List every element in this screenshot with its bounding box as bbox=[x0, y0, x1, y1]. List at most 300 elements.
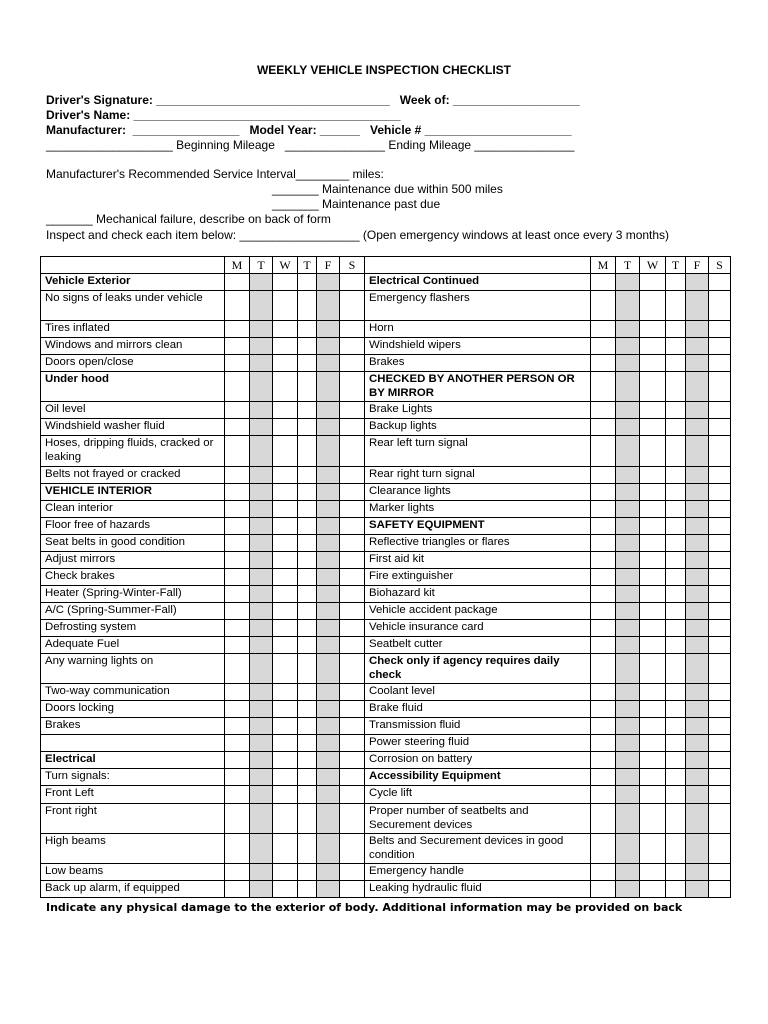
day-check-cell[interactable] bbox=[250, 619, 273, 636]
day-check-cell[interactable] bbox=[273, 602, 298, 619]
day-check-cell[interactable] bbox=[591, 602, 616, 619]
day-check-cell[interactable] bbox=[317, 786, 340, 803]
day-check-cell[interactable] bbox=[640, 419, 666, 436]
day-check-cell[interactable] bbox=[709, 372, 731, 402]
day-check-cell[interactable] bbox=[709, 466, 731, 483]
day-check-cell[interactable] bbox=[686, 585, 709, 602]
day-check-cell[interactable] bbox=[298, 654, 317, 684]
day-check-cell[interactable] bbox=[250, 684, 273, 701]
day-check-cell[interactable] bbox=[250, 338, 273, 355]
day-check-cell[interactable] bbox=[591, 833, 616, 863]
day-check-cell[interactable] bbox=[591, 372, 616, 402]
day-check-cell[interactable] bbox=[225, 291, 250, 321]
day-check-cell[interactable] bbox=[340, 654, 365, 684]
day-check-cell[interactable] bbox=[709, 863, 731, 880]
day-check-cell[interactable] bbox=[666, 355, 686, 372]
day-check-cell[interactable] bbox=[591, 735, 616, 752]
day-check-cell[interactable] bbox=[225, 321, 250, 338]
day-check-cell[interactable] bbox=[591, 637, 616, 654]
day-check-cell[interactable] bbox=[273, 466, 298, 483]
day-check-cell[interactable] bbox=[298, 534, 317, 551]
day-check-cell[interactable] bbox=[225, 534, 250, 551]
day-check-cell[interactable] bbox=[640, 568, 666, 585]
day-check-cell[interactable] bbox=[666, 803, 686, 833]
day-check-cell[interactable] bbox=[317, 517, 340, 534]
day-check-cell[interactable] bbox=[250, 321, 273, 338]
day-check-cell[interactable] bbox=[317, 419, 340, 436]
day-check-cell[interactable] bbox=[666, 291, 686, 321]
day-check-cell[interactable] bbox=[340, 602, 365, 619]
day-check-cell[interactable] bbox=[666, 718, 686, 735]
day-check-cell[interactable] bbox=[340, 880, 365, 897]
day-check-cell[interactable] bbox=[298, 500, 317, 517]
day-check-cell[interactable] bbox=[686, 466, 709, 483]
day-check-cell[interactable] bbox=[666, 419, 686, 436]
day-check-cell[interactable] bbox=[317, 274, 340, 291]
day-check-cell[interactable] bbox=[250, 402, 273, 419]
day-check-cell[interactable] bbox=[686, 803, 709, 833]
day-check-cell[interactable] bbox=[298, 436, 317, 466]
day-check-cell[interactable] bbox=[709, 602, 731, 619]
day-check-cell[interactable] bbox=[298, 718, 317, 735]
day-check-cell[interactable] bbox=[666, 833, 686, 863]
day-check-cell[interactable] bbox=[666, 619, 686, 636]
day-check-cell[interactable] bbox=[666, 735, 686, 752]
day-check-cell[interactable] bbox=[273, 517, 298, 534]
day-check-cell[interactable] bbox=[666, 637, 686, 654]
day-check-cell[interactable] bbox=[616, 637, 640, 654]
day-check-cell[interactable] bbox=[340, 786, 365, 803]
day-check-cell[interactable] bbox=[273, 534, 298, 551]
day-check-cell[interactable] bbox=[686, 718, 709, 735]
day-check-cell[interactable] bbox=[666, 372, 686, 402]
day-check-cell[interactable] bbox=[591, 338, 616, 355]
day-check-cell[interactable] bbox=[709, 585, 731, 602]
day-check-cell[interactable] bbox=[225, 752, 250, 769]
day-check-cell[interactable] bbox=[298, 321, 317, 338]
day-check-cell[interactable] bbox=[317, 483, 340, 500]
day-check-cell[interactable] bbox=[616, 517, 640, 534]
day-check-cell[interactable] bbox=[616, 321, 640, 338]
day-check-cell[interactable] bbox=[225, 786, 250, 803]
day-check-cell[interactable] bbox=[591, 402, 616, 419]
day-check-cell[interactable] bbox=[686, 436, 709, 466]
day-check-cell[interactable] bbox=[666, 880, 686, 897]
day-check-cell[interactable] bbox=[666, 602, 686, 619]
day-check-cell[interactable] bbox=[709, 735, 731, 752]
day-check-cell[interactable] bbox=[591, 321, 616, 338]
day-check-cell[interactable] bbox=[709, 684, 731, 701]
day-check-cell[interactable] bbox=[640, 402, 666, 419]
day-check-cell[interactable] bbox=[591, 701, 616, 718]
day-check-cell[interactable] bbox=[666, 752, 686, 769]
day-check-cell[interactable] bbox=[616, 619, 640, 636]
day-check-cell[interactable] bbox=[640, 654, 666, 684]
day-check-cell[interactable] bbox=[225, 654, 250, 684]
day-check-cell[interactable] bbox=[640, 786, 666, 803]
day-check-cell[interactable] bbox=[340, 321, 365, 338]
day-check-cell[interactable] bbox=[225, 466, 250, 483]
day-check-cell[interactable] bbox=[340, 466, 365, 483]
day-check-cell[interactable] bbox=[616, 735, 640, 752]
day-check-cell[interactable] bbox=[709, 833, 731, 863]
day-check-cell[interactable] bbox=[250, 769, 273, 786]
day-check-cell[interactable] bbox=[273, 419, 298, 436]
day-check-cell[interactable] bbox=[340, 701, 365, 718]
day-check-cell[interactable] bbox=[591, 274, 616, 291]
day-check-cell[interactable] bbox=[340, 419, 365, 436]
day-check-cell[interactable] bbox=[709, 436, 731, 466]
day-check-cell[interactable] bbox=[640, 338, 666, 355]
day-check-cell[interactable] bbox=[273, 752, 298, 769]
day-check-cell[interactable] bbox=[616, 372, 640, 402]
day-check-cell[interactable] bbox=[250, 436, 273, 466]
day-check-cell[interactable] bbox=[640, 701, 666, 718]
day-check-cell[interactable] bbox=[225, 568, 250, 585]
day-check-cell[interactable] bbox=[317, 769, 340, 786]
day-check-cell[interactable] bbox=[640, 863, 666, 880]
day-check-cell[interactable] bbox=[640, 619, 666, 636]
day-check-cell[interactable] bbox=[616, 803, 640, 833]
day-check-cell[interactable] bbox=[225, 355, 250, 372]
day-check-cell[interactable] bbox=[709, 534, 731, 551]
day-check-cell[interactable] bbox=[225, 517, 250, 534]
day-check-cell[interactable] bbox=[709, 291, 731, 321]
day-check-cell[interactable] bbox=[709, 752, 731, 769]
day-check-cell[interactable] bbox=[250, 786, 273, 803]
day-check-cell[interactable] bbox=[666, 568, 686, 585]
day-check-cell[interactable] bbox=[666, 769, 686, 786]
day-check-cell[interactable] bbox=[686, 483, 709, 500]
day-check-cell[interactable] bbox=[591, 517, 616, 534]
day-check-cell[interactable] bbox=[225, 863, 250, 880]
day-check-cell[interactable] bbox=[273, 568, 298, 585]
day-check-cell[interactable] bbox=[317, 402, 340, 419]
day-check-cell[interactable] bbox=[340, 718, 365, 735]
day-check-cell[interactable] bbox=[317, 568, 340, 585]
day-check-cell[interactable] bbox=[686, 752, 709, 769]
day-check-cell[interactable] bbox=[250, 534, 273, 551]
day-check-cell[interactable] bbox=[709, 568, 731, 585]
day-check-cell[interactable] bbox=[273, 769, 298, 786]
day-check-cell[interactable] bbox=[225, 735, 250, 752]
day-check-cell[interactable] bbox=[686, 880, 709, 897]
day-check-cell[interactable] bbox=[640, 321, 666, 338]
day-check-cell[interactable] bbox=[591, 500, 616, 517]
day-check-cell[interactable] bbox=[686, 551, 709, 568]
day-check-cell[interactable] bbox=[616, 355, 640, 372]
day-check-cell[interactable] bbox=[709, 701, 731, 718]
day-check-cell[interactable] bbox=[666, 786, 686, 803]
day-check-cell[interactable] bbox=[616, 833, 640, 863]
day-check-cell[interactable] bbox=[709, 619, 731, 636]
day-check-cell[interactable] bbox=[616, 551, 640, 568]
day-check-cell[interactable] bbox=[640, 880, 666, 897]
day-check-cell[interactable] bbox=[273, 551, 298, 568]
day-check-cell[interactable] bbox=[666, 585, 686, 602]
day-check-cell[interactable] bbox=[250, 637, 273, 654]
day-check-cell[interactable] bbox=[709, 637, 731, 654]
day-check-cell[interactable] bbox=[317, 321, 340, 338]
day-check-cell[interactable] bbox=[250, 500, 273, 517]
day-check-cell[interactable] bbox=[273, 803, 298, 833]
day-check-cell[interactable] bbox=[591, 551, 616, 568]
day-check-cell[interactable] bbox=[317, 752, 340, 769]
day-check-cell[interactable] bbox=[273, 355, 298, 372]
day-check-cell[interactable] bbox=[298, 803, 317, 833]
day-check-cell[interactable] bbox=[686, 833, 709, 863]
day-check-cell[interactable] bbox=[250, 517, 273, 534]
day-check-cell[interactable] bbox=[317, 863, 340, 880]
day-check-cell[interactable] bbox=[250, 372, 273, 402]
day-check-cell[interactable] bbox=[250, 803, 273, 833]
day-check-cell[interactable] bbox=[616, 338, 640, 355]
day-check-cell[interactable] bbox=[686, 274, 709, 291]
day-check-cell[interactable] bbox=[317, 466, 340, 483]
day-check-cell[interactable] bbox=[250, 880, 273, 897]
day-check-cell[interactable] bbox=[616, 568, 640, 585]
day-check-cell[interactable] bbox=[298, 551, 317, 568]
day-check-cell[interactable] bbox=[298, 684, 317, 701]
day-check-cell[interactable] bbox=[250, 355, 273, 372]
day-check-cell[interactable] bbox=[298, 863, 317, 880]
day-check-cell[interactable] bbox=[709, 551, 731, 568]
day-check-cell[interactable] bbox=[298, 602, 317, 619]
day-check-cell[interactable] bbox=[686, 534, 709, 551]
day-check-cell[interactable] bbox=[616, 602, 640, 619]
day-check-cell[interactable] bbox=[298, 769, 317, 786]
day-check-cell[interactable] bbox=[225, 684, 250, 701]
day-check-cell[interactable] bbox=[640, 803, 666, 833]
day-check-cell[interactable] bbox=[591, 585, 616, 602]
day-check-cell[interactable] bbox=[709, 274, 731, 291]
day-check-cell[interactable] bbox=[666, 863, 686, 880]
day-check-cell[interactable] bbox=[298, 274, 317, 291]
day-check-cell[interactable] bbox=[616, 483, 640, 500]
day-check-cell[interactable] bbox=[340, 833, 365, 863]
day-check-cell[interactable] bbox=[616, 419, 640, 436]
day-check-cell[interactable] bbox=[273, 786, 298, 803]
day-check-cell[interactable] bbox=[686, 402, 709, 419]
day-check-cell[interactable] bbox=[340, 752, 365, 769]
day-check-cell[interactable] bbox=[250, 585, 273, 602]
day-check-cell[interactable] bbox=[298, 517, 317, 534]
day-check-cell[interactable] bbox=[709, 402, 731, 419]
day-check-cell[interactable] bbox=[225, 585, 250, 602]
day-check-cell[interactable] bbox=[591, 769, 616, 786]
day-check-cell[interactable] bbox=[298, 637, 317, 654]
day-check-cell[interactable] bbox=[298, 880, 317, 897]
day-check-cell[interactable] bbox=[340, 735, 365, 752]
day-check-cell[interactable] bbox=[298, 466, 317, 483]
day-check-cell[interactable] bbox=[686, 863, 709, 880]
day-check-cell[interactable] bbox=[250, 551, 273, 568]
day-check-cell[interactable] bbox=[298, 585, 317, 602]
day-check-cell[interactable] bbox=[666, 534, 686, 551]
day-check-cell[interactable] bbox=[640, 735, 666, 752]
day-check-cell[interactable] bbox=[591, 619, 616, 636]
day-check-cell[interactable] bbox=[340, 355, 365, 372]
day-check-cell[interactable] bbox=[340, 517, 365, 534]
day-check-cell[interactable] bbox=[225, 483, 250, 500]
day-check-cell[interactable] bbox=[317, 718, 340, 735]
day-check-cell[interactable] bbox=[225, 701, 250, 718]
day-check-cell[interactable] bbox=[317, 701, 340, 718]
day-check-cell[interactable] bbox=[709, 321, 731, 338]
day-check-cell[interactable] bbox=[686, 654, 709, 684]
day-check-cell[interactable] bbox=[298, 402, 317, 419]
day-check-cell[interactable] bbox=[666, 500, 686, 517]
day-check-cell[interactable] bbox=[709, 338, 731, 355]
day-check-cell[interactable] bbox=[686, 735, 709, 752]
day-check-cell[interactable] bbox=[225, 436, 250, 466]
day-check-cell[interactable] bbox=[273, 436, 298, 466]
day-check-cell[interactable] bbox=[686, 338, 709, 355]
day-check-cell[interactable] bbox=[666, 338, 686, 355]
day-check-cell[interactable] bbox=[640, 585, 666, 602]
day-check-cell[interactable] bbox=[250, 419, 273, 436]
day-check-cell[interactable] bbox=[616, 402, 640, 419]
day-check-cell[interactable] bbox=[340, 803, 365, 833]
day-check-cell[interactable] bbox=[317, 291, 340, 321]
day-check-cell[interactable] bbox=[317, 602, 340, 619]
day-check-cell[interactable] bbox=[640, 372, 666, 402]
day-check-cell[interactable] bbox=[225, 769, 250, 786]
day-check-cell[interactable] bbox=[616, 701, 640, 718]
day-check-cell[interactable] bbox=[686, 419, 709, 436]
day-check-cell[interactable] bbox=[709, 880, 731, 897]
day-check-cell[interactable] bbox=[709, 355, 731, 372]
day-check-cell[interactable] bbox=[686, 769, 709, 786]
day-check-cell[interactable] bbox=[340, 274, 365, 291]
day-check-cell[interactable] bbox=[340, 338, 365, 355]
day-check-cell[interactable] bbox=[250, 752, 273, 769]
day-check-cell[interactable] bbox=[273, 880, 298, 897]
day-check-cell[interactable] bbox=[225, 419, 250, 436]
day-check-cell[interactable] bbox=[340, 637, 365, 654]
day-check-cell[interactable] bbox=[317, 880, 340, 897]
day-check-cell[interactable] bbox=[640, 274, 666, 291]
day-check-cell[interactable] bbox=[273, 500, 298, 517]
day-check-cell[interactable] bbox=[317, 355, 340, 372]
day-check-cell[interactable] bbox=[273, 637, 298, 654]
day-check-cell[interactable] bbox=[273, 654, 298, 684]
day-check-cell[interactable] bbox=[250, 654, 273, 684]
day-check-cell[interactable] bbox=[591, 355, 616, 372]
day-check-cell[interactable] bbox=[225, 551, 250, 568]
day-check-cell[interactable] bbox=[250, 833, 273, 863]
day-check-cell[interactable] bbox=[273, 701, 298, 718]
day-check-cell[interactable] bbox=[340, 568, 365, 585]
day-check-cell[interactable] bbox=[273, 483, 298, 500]
day-check-cell[interactable] bbox=[591, 863, 616, 880]
day-check-cell[interactable] bbox=[686, 602, 709, 619]
day-check-cell[interactable] bbox=[273, 585, 298, 602]
day-check-cell[interactable] bbox=[298, 355, 317, 372]
day-check-cell[interactable] bbox=[317, 436, 340, 466]
day-check-cell[interactable] bbox=[317, 500, 340, 517]
day-check-cell[interactable] bbox=[298, 372, 317, 402]
day-check-cell[interactable] bbox=[616, 786, 640, 803]
day-check-cell[interactable] bbox=[317, 735, 340, 752]
day-check-cell[interactable] bbox=[298, 419, 317, 436]
day-check-cell[interactable] bbox=[616, 718, 640, 735]
day-check-cell[interactable] bbox=[686, 786, 709, 803]
day-check-cell[interactable] bbox=[273, 684, 298, 701]
day-check-cell[interactable] bbox=[666, 321, 686, 338]
day-check-cell[interactable] bbox=[686, 355, 709, 372]
day-check-cell[interactable] bbox=[273, 833, 298, 863]
day-check-cell[interactable] bbox=[616, 274, 640, 291]
day-check-cell[interactable] bbox=[340, 551, 365, 568]
day-check-cell[interactable] bbox=[686, 291, 709, 321]
day-check-cell[interactable] bbox=[317, 619, 340, 636]
day-check-cell[interactable] bbox=[273, 718, 298, 735]
day-check-cell[interactable] bbox=[250, 568, 273, 585]
day-check-cell[interactable] bbox=[591, 419, 616, 436]
day-check-cell[interactable] bbox=[225, 880, 250, 897]
day-check-cell[interactable] bbox=[340, 500, 365, 517]
day-check-cell[interactable] bbox=[225, 602, 250, 619]
day-check-cell[interactable] bbox=[250, 718, 273, 735]
day-check-cell[interactable] bbox=[225, 500, 250, 517]
day-check-cell[interactable] bbox=[666, 466, 686, 483]
day-check-cell[interactable] bbox=[273, 619, 298, 636]
day-check-cell[interactable] bbox=[591, 436, 616, 466]
day-check-cell[interactable] bbox=[640, 483, 666, 500]
day-check-cell[interactable] bbox=[250, 274, 273, 291]
day-check-cell[interactable] bbox=[250, 602, 273, 619]
day-check-cell[interactable] bbox=[591, 718, 616, 735]
day-check-cell[interactable] bbox=[250, 701, 273, 718]
day-check-cell[interactable] bbox=[591, 534, 616, 551]
day-check-cell[interactable] bbox=[640, 551, 666, 568]
day-check-cell[interactable] bbox=[298, 338, 317, 355]
day-check-cell[interactable] bbox=[616, 654, 640, 684]
day-check-cell[interactable] bbox=[686, 701, 709, 718]
day-check-cell[interactable] bbox=[250, 735, 273, 752]
day-check-cell[interactable] bbox=[616, 466, 640, 483]
day-check-cell[interactable] bbox=[225, 274, 250, 291]
day-check-cell[interactable] bbox=[640, 534, 666, 551]
day-check-cell[interactable] bbox=[225, 718, 250, 735]
day-check-cell[interactable] bbox=[666, 517, 686, 534]
day-check-cell[interactable] bbox=[686, 684, 709, 701]
day-check-cell[interactable] bbox=[317, 551, 340, 568]
day-check-cell[interactable] bbox=[591, 786, 616, 803]
day-check-cell[interactable] bbox=[640, 833, 666, 863]
day-check-cell[interactable] bbox=[591, 466, 616, 483]
day-check-cell[interactable] bbox=[591, 291, 616, 321]
day-check-cell[interactable] bbox=[666, 274, 686, 291]
day-check-cell[interactable] bbox=[273, 338, 298, 355]
day-check-cell[interactable] bbox=[317, 684, 340, 701]
day-check-cell[interactable] bbox=[709, 786, 731, 803]
day-check-cell[interactable] bbox=[709, 483, 731, 500]
day-check-cell[interactable] bbox=[250, 466, 273, 483]
day-check-cell[interactable] bbox=[317, 637, 340, 654]
day-check-cell[interactable] bbox=[686, 637, 709, 654]
day-check-cell[interactable] bbox=[225, 372, 250, 402]
day-check-cell[interactable] bbox=[340, 769, 365, 786]
day-check-cell[interactable] bbox=[340, 534, 365, 551]
day-check-cell[interactable] bbox=[340, 684, 365, 701]
day-check-cell[interactable] bbox=[591, 880, 616, 897]
day-check-cell[interactable] bbox=[591, 568, 616, 585]
day-check-cell[interactable] bbox=[273, 291, 298, 321]
day-check-cell[interactable] bbox=[666, 402, 686, 419]
day-check-cell[interactable] bbox=[225, 637, 250, 654]
